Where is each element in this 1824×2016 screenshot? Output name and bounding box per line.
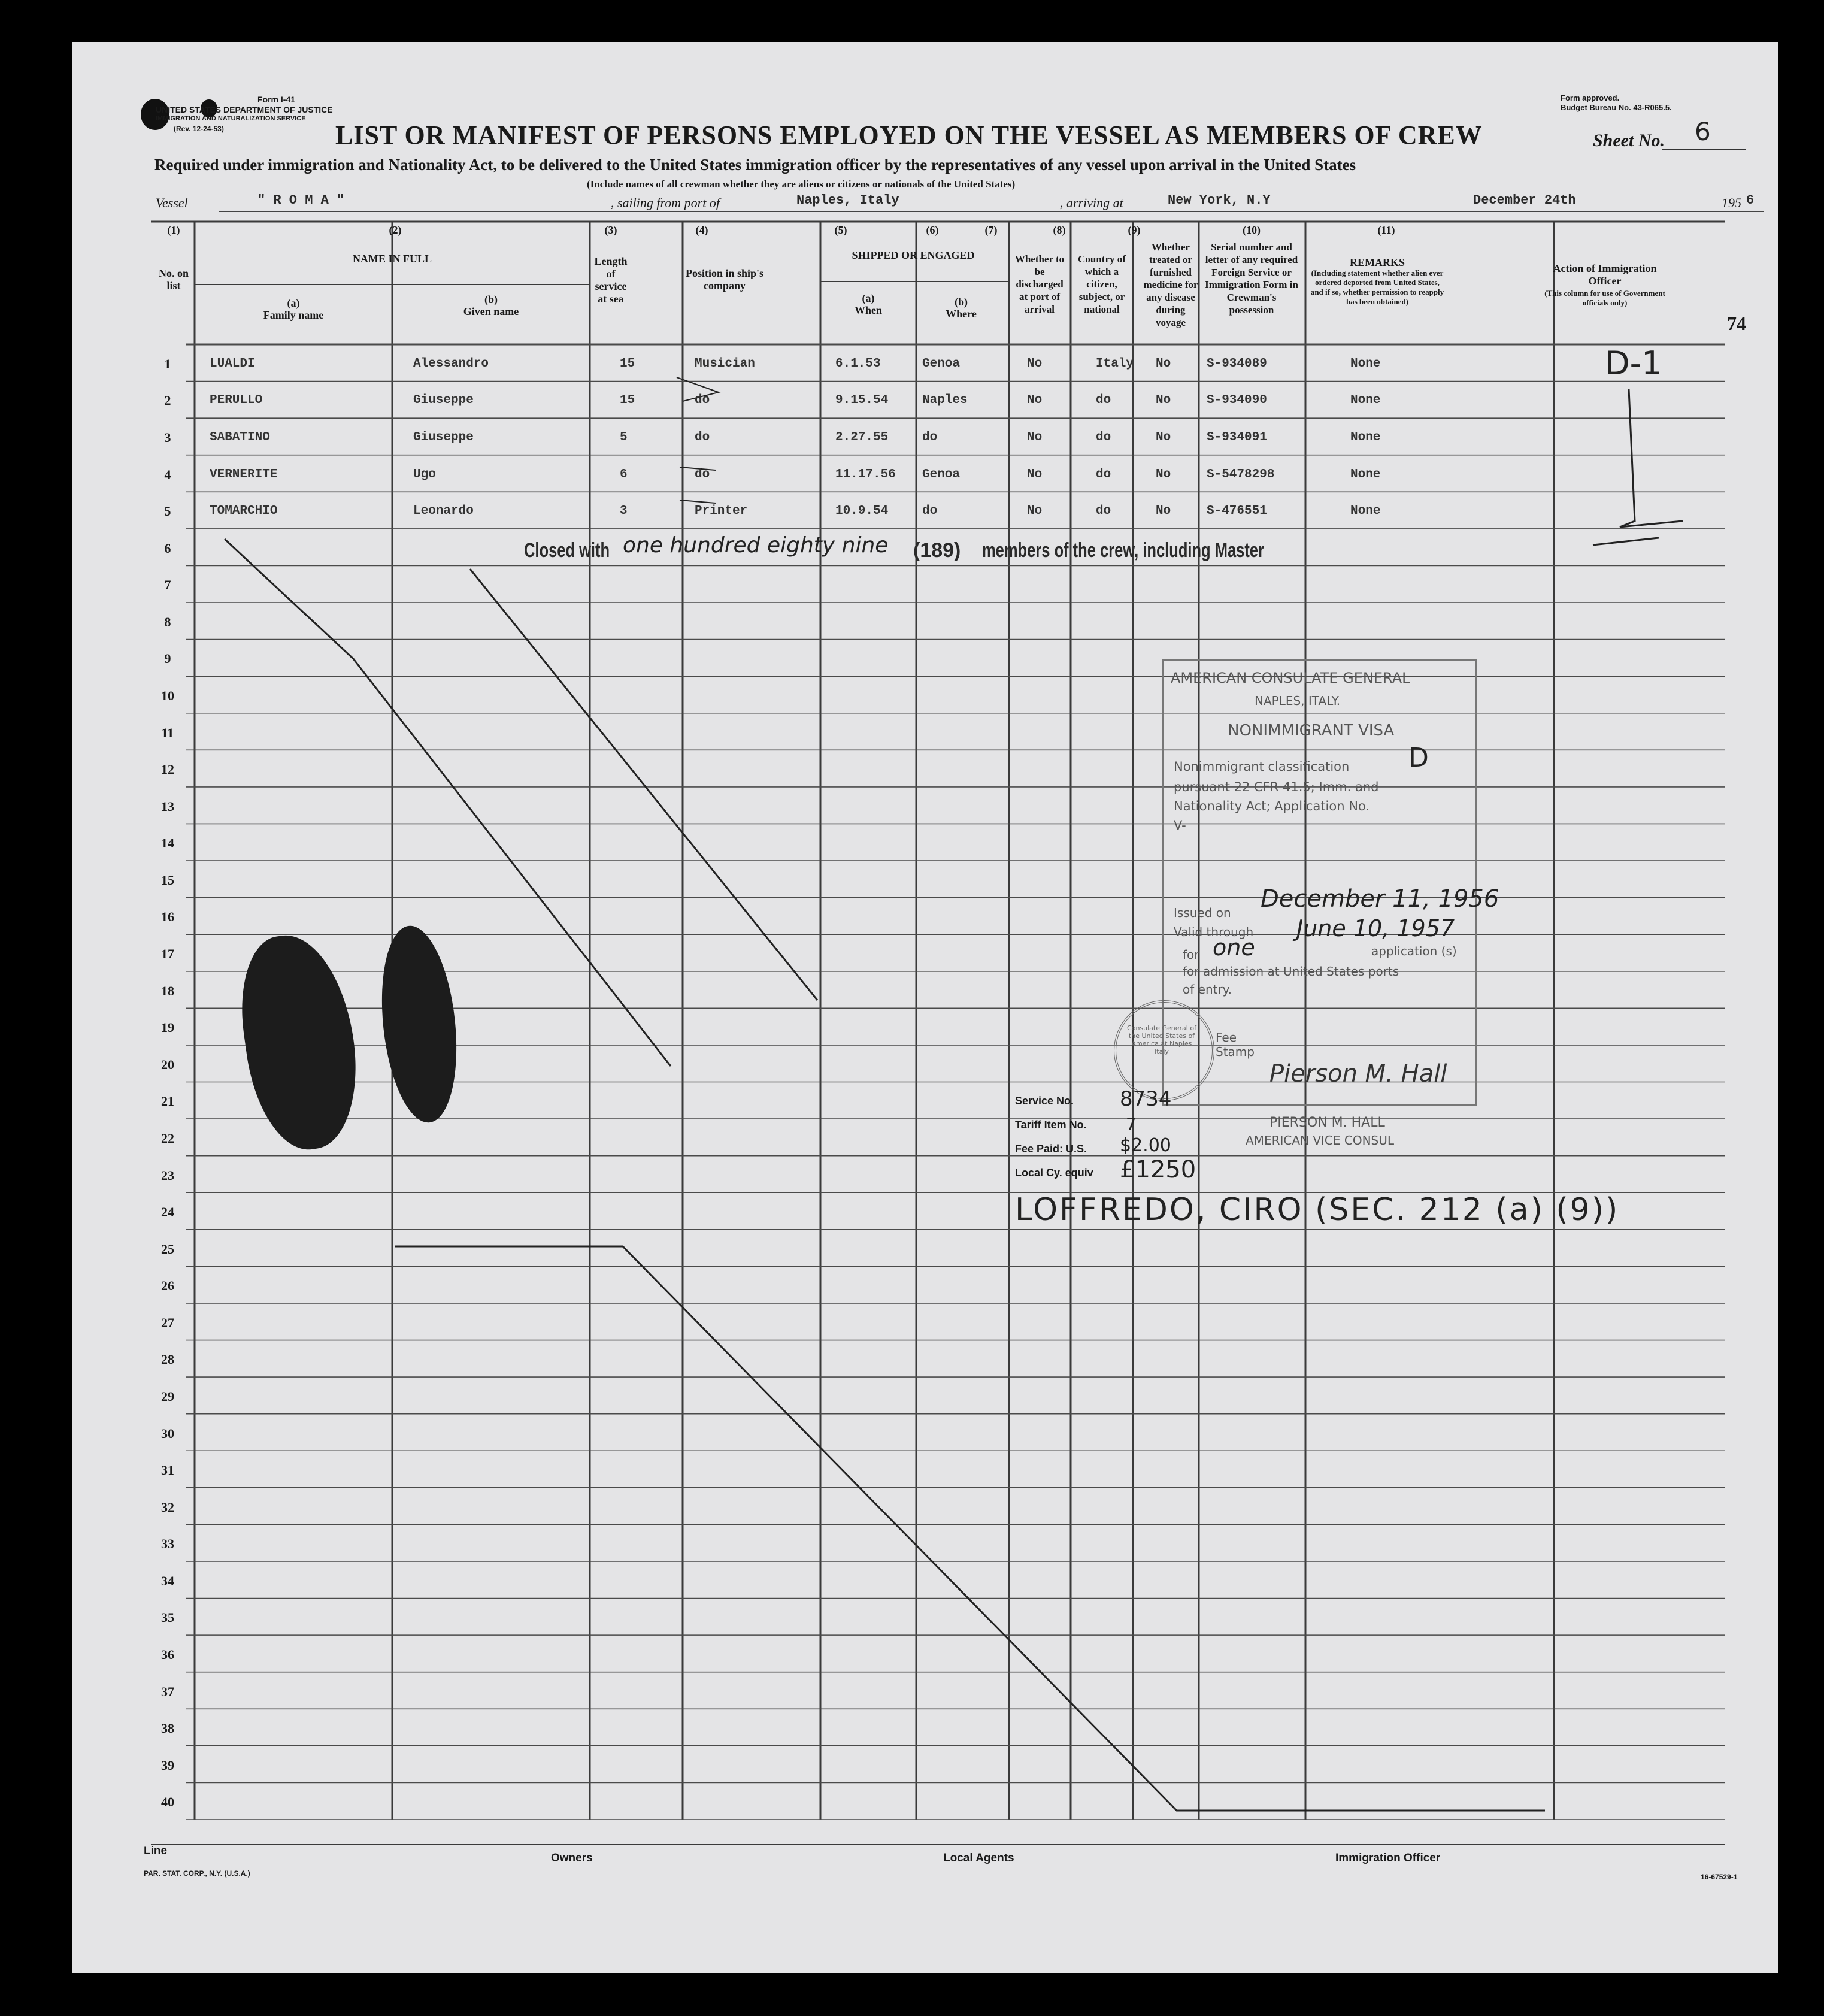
closed-count-handwritten: one hundred eighty nine <box>623 533 889 558</box>
cell-length: 5 <box>620 431 628 445</box>
row-number: 22 <box>161 1130 174 1146</box>
form-approved: Form approved. <box>1561 93 1620 102</box>
row-number: 9 <box>164 651 171 667</box>
year-prefix: 195 <box>1722 195 1741 210</box>
cell-serial: S-5478298 <box>1207 467 1275 482</box>
row-number: 11 <box>161 725 174 740</box>
arrival-date: December 24th <box>1473 193 1576 208</box>
cell-remarks: None <box>1350 504 1381 519</box>
vice-consul-name: PIERSON M. HALL <box>1269 1115 1385 1130</box>
row-number: 12 <box>161 762 174 777</box>
row-number: 18 <box>161 983 174 998</box>
sheet-number: 6 <box>1695 117 1711 146</box>
row-number: 7 <box>164 577 171 593</box>
stamp-valid-label: Valid through <box>1174 925 1254 939</box>
cell-length: 6 <box>620 467 628 482</box>
row-number: 1 <box>164 356 171 371</box>
header-length: Length of service at sea <box>594 255 628 305</box>
header-family-name: Family name <box>263 309 324 321</box>
stamp-issued-label: Issued on <box>1174 906 1231 920</box>
row-number: 21 <box>161 1094 174 1109</box>
cell-remarks: None <box>1350 356 1381 371</box>
col-num-2: (2) <box>389 224 402 236</box>
header-remarks-note: (Including statement whether alien ever ordered deported from United States, and if so, whether permission to reapply has been obtained) <box>1310 268 1444 306</box>
cell-country: do <box>1096 467 1111 482</box>
cell-remarks: None <box>1350 393 1381 408</box>
footer-line-label: Line <box>144 1845 168 1857</box>
stamp-line-visa: NONIMMIGRANT VISA <box>1228 722 1395 740</box>
local-currency-amount: £1250 <box>1120 1156 1196 1183</box>
cell-family: PERULLO <box>210 393 263 408</box>
cell-discharged: No <box>1027 393 1043 408</box>
col-num-5: (5) <box>834 224 847 236</box>
cancel-stroke <box>680 500 716 503</box>
vice-consul-signature: Pierson M. Hall <box>1269 1060 1447 1088</box>
action-mark: D-1 <box>1605 344 1662 382</box>
cancel-stroke <box>1593 538 1659 545</box>
closed-suffix: members of the crew, including Master <box>982 539 1264 562</box>
cell-family: SABATINO <box>210 431 270 445</box>
fee-stamp-label: Fee Stamp <box>1216 1030 1255 1059</box>
col-num-10: (10) <box>1243 224 1261 236</box>
col-num-9: (9) <box>1128 224 1141 236</box>
header-serial: Serial number and letter of any required Foreign Service or Immigration Form in Crewman's possession <box>1205 241 1298 316</box>
arriving-label: , arriving at <box>1060 195 1123 210</box>
cell-family: TOMARCHIO <box>210 504 278 519</box>
seal-text: Consulate General of the United States of America at Naples Italy <box>1127 1024 1196 1055</box>
header-position: Position in ship's company <box>685 267 764 292</box>
row-number: 27 <box>161 1315 174 1330</box>
row-number: 14 <box>161 836 174 851</box>
header-action-note: (This column for use of Government officials only) <box>1544 289 1665 307</box>
vice-consul-title: AMERICAN VICE CONSUL <box>1246 1133 1395 1148</box>
header-family-a: (a) <box>287 297 300 309</box>
row-number: 39 <box>161 1757 174 1773</box>
row-number: 24 <box>161 1204 174 1220</box>
cell-medicine: No <box>1156 356 1171 371</box>
closed-prefix: Closed with <box>524 539 610 562</box>
col-num-3: (3) <box>604 224 617 236</box>
cell-where: Genoa <box>922 467 961 482</box>
cell-family: LUALDI <box>210 356 255 371</box>
row-number: 6 <box>164 540 171 556</box>
cell-where: Genoa <box>922 356 961 371</box>
crew-annotation: LOFFREDO, CIRO (SEC. 212 (a) (9)) <box>1015 1192 1620 1228</box>
footer-code: 16-67529-1 <box>1701 1873 1738 1881</box>
revision-date: (Rev. 12-24-53) <box>174 125 224 133</box>
col-num-7: (7) <box>984 224 998 236</box>
cell-when: 10.9.54 <box>835 504 889 519</box>
header-given-name: Given name <box>463 305 519 317</box>
cell-country: Italy <box>1096 356 1134 371</box>
cell-when: 6.1.53 <box>835 356 881 371</box>
row-number: 31 <box>161 1463 174 1478</box>
col-num-4: (4) <box>695 224 708 236</box>
row-number: 23 <box>161 1167 174 1183</box>
row-number: 29 <box>161 1388 174 1404</box>
cancel-stroke <box>470 569 817 1000</box>
stamp-entry: of entry. <box>1183 982 1232 997</box>
fee-label: Fee Paid: U.S. <box>1015 1143 1087 1155</box>
stamp-line-naples: NAPLES, ITALY. <box>1255 694 1341 708</box>
row-number: 16 <box>161 909 174 925</box>
row-number: 4 <box>164 467 171 482</box>
row-number: 37 <box>161 1684 174 1699</box>
cell-length: 3 <box>620 504 628 519</box>
cell-serial: S-934090 <box>1207 393 1267 408</box>
local-currency-label: Local Cy. equiv <box>1015 1167 1093 1179</box>
cell-when: 9.15.54 <box>835 393 889 408</box>
footer-owners-label: Owners <box>551 1852 593 1864</box>
row-number: 26 <box>161 1278 174 1294</box>
cancel-stroke <box>1620 389 1683 527</box>
cell-medicine: No <box>1156 393 1171 408</box>
stamp-line-classification: Nonimmigrant classification <box>1174 759 1350 774</box>
cell-length: 15 <box>620 393 635 408</box>
stamp-issued-date: December 11, 1956 <box>1261 885 1499 913</box>
row-number: 15 <box>161 872 174 888</box>
stamp-admission: for admission at United States ports <box>1183 964 1399 979</box>
cell-where: do <box>922 504 938 519</box>
col-num-8: (8) <box>1053 224 1066 236</box>
cell-medicine: No <box>1156 431 1171 445</box>
manifest-subtitle-note: (Include names of all crewman whether they are aliens or citizens or nationals of the United States) <box>587 178 1016 190</box>
departure-port: Naples, Italy <box>796 193 899 208</box>
row-number: 10 <box>161 688 174 704</box>
cell-remarks: None <box>1350 467 1381 482</box>
row-number: 40 <box>161 1794 174 1810</box>
cell-position: Musician <box>695 356 755 371</box>
col-num-11: (11) <box>1377 224 1395 236</box>
cell-serial: S-476551 <box>1207 504 1267 519</box>
fee-amount: $2.00 <box>1120 1135 1171 1156</box>
row-number: 30 <box>161 1425 174 1441</box>
header-action: Action of Immigration Officer <box>1553 262 1657 287</box>
manifest-subtitle: Required under immigration and Nationality Act, to be delivered to the United States immigration officer by the representatives of any vessel upon arrival in the United States <box>154 156 1356 174</box>
manifest-sheet <box>72 42 1778 1973</box>
cell-discharged: No <box>1027 504 1043 519</box>
cell-given: Ugo <box>413 467 436 482</box>
row-number: 36 <box>161 1646 174 1662</box>
row-number: 5 <box>164 504 171 519</box>
footer-agents-label: Local Agents <box>943 1852 1014 1864</box>
cell-country: do <box>1096 504 1111 519</box>
cell-medicine: No <box>1156 504 1171 519</box>
tariff-label: Tariff Item No. <box>1015 1119 1087 1131</box>
stamp-line-cfr: pursuant 22 CFR 41.5; Imm. and <box>1174 780 1379 794</box>
row-number: 33 <box>161 1536 174 1552</box>
action-count: 74 <box>1727 313 1746 334</box>
cell-discharged: No <box>1027 431 1043 445</box>
header-name-in-full: NAME IN FULL <box>352 253 432 265</box>
header-shipped: SHIPPED OR ENGAGED <box>852 249 975 261</box>
cell-medicine: No <box>1156 467 1171 482</box>
cell-position: do <box>695 467 710 482</box>
col-num-6: (6) <box>926 224 939 236</box>
cell-serial: S-934089 <box>1207 356 1267 371</box>
row-number: 35 <box>161 1610 174 1625</box>
stamp-application-label: application (s) <box>1371 944 1457 958</box>
cell-when: 11.17.56 <box>835 467 896 482</box>
cell-where: do <box>922 431 938 445</box>
footer-officer-label: Immigration Officer <box>1335 1852 1441 1864</box>
row-number: 13 <box>161 798 174 814</box>
service-label: Service No. <box>1015 1095 1074 1107</box>
cell-serial: S-934091 <box>1207 431 1267 445</box>
header-where-b: (b) <box>955 296 968 308</box>
cell-country: do <box>1096 393 1111 408</box>
cell-discharged: No <box>1027 356 1043 371</box>
header-when: When <box>854 304 882 316</box>
stamp-line-application: Nationality Act; Application No. <box>1174 799 1370 813</box>
cell-country: do <box>1096 431 1111 445</box>
header-discharged: Whether to be discharged at port of arrival <box>1014 253 1065 315</box>
row-number: 38 <box>161 1721 174 1736</box>
cell-length: 15 <box>620 356 635 371</box>
cell-when: 2.27.55 <box>835 431 889 445</box>
budget-bureau: Budget Bureau No. 43-R065.5. <box>1561 103 1672 112</box>
cell-where: Naples <box>922 393 968 408</box>
cell-family: VERNERITE <box>210 467 278 482</box>
cell-position: do <box>695 431 710 445</box>
header-country: Country of which a citizen, subject, or national <box>1078 253 1126 315</box>
header-no-on-list: No. on list <box>158 267 189 292</box>
row-number: 34 <box>161 1573 174 1588</box>
arrival-port: New York, N.Y <box>1168 193 1271 208</box>
header-given-b: (b) <box>484 293 498 305</box>
row-number: 17 <box>161 946 174 962</box>
header-when-a: (a) <box>862 292 875 304</box>
service-line: IMMIGRATION AND NATURALIZATION SERVICE <box>156 115 306 122</box>
sheet-label: Sheet No. <box>1593 131 1665 150</box>
stamp-line-consulate: AMERICAN CONSULATE GENERAL <box>1171 670 1410 686</box>
year-suffix: 6 <box>1746 193 1755 208</box>
cell-remarks: None <box>1350 431 1381 445</box>
row-number: 28 <box>161 1352 174 1367</box>
stamp-line-v: V- <box>1174 818 1186 833</box>
row-number: 32 <box>161 1499 174 1515</box>
cell-given: Giuseppe <box>413 393 474 408</box>
cell-given: Alessandro <box>413 356 489 371</box>
cell-discharged: No <box>1027 467 1043 482</box>
cell-given: Leonardo <box>413 504 474 519</box>
vessel-label: Vessel <box>156 195 188 210</box>
row-number: 19 <box>161 1020 174 1036</box>
stamp-for-label: for <box>1183 948 1199 962</box>
header-remarks: REMARKS <box>1349 256 1405 268</box>
row-number: 20 <box>161 1057 174 1072</box>
cell-position: Printer <box>695 504 748 519</box>
stamp-classification-hand: D <box>1408 743 1429 773</box>
header-where: Where <box>946 308 977 320</box>
closed-count-number: (189) <box>913 539 961 562</box>
manifest-title: LIST OR MANIFEST OF PERSONS EMPLOYED ON THE VESSEL AS MEMBERS OF CREW <box>335 120 1483 150</box>
sailing-label: , sailing from port of <box>611 195 720 210</box>
row-number: 2 <box>164 393 171 408</box>
cell-position: do <box>695 393 710 408</box>
stamp-valid-date: June 10, 1957 <box>1296 915 1455 942</box>
stamp-for-count: one <box>1213 934 1255 961</box>
cancel-stroke <box>395 1246 1545 1811</box>
col-num-1: (1) <box>167 224 180 236</box>
vessel-name: " R O M A " <box>257 193 345 208</box>
row-number: 8 <box>164 614 171 629</box>
department-line: UNITED STATES DEPARTMENT OF JUSTICE <box>156 105 333 114</box>
form-number: Form I-41 <box>257 95 296 104</box>
tariff-number: 7 <box>1126 1114 1137 1134</box>
row-number: 25 <box>161 1241 174 1257</box>
footer-printer: PAR. STAT. CORP., N.Y. (U.S.A.) <box>144 1869 250 1878</box>
service-number: 8734 <box>1120 1087 1172 1111</box>
row-number: 3 <box>164 430 171 446</box>
header-medicine: Whether treated or furnished medicine for any disease during voyage <box>1143 241 1198 328</box>
cell-given: Giuseppe <box>413 431 474 445</box>
